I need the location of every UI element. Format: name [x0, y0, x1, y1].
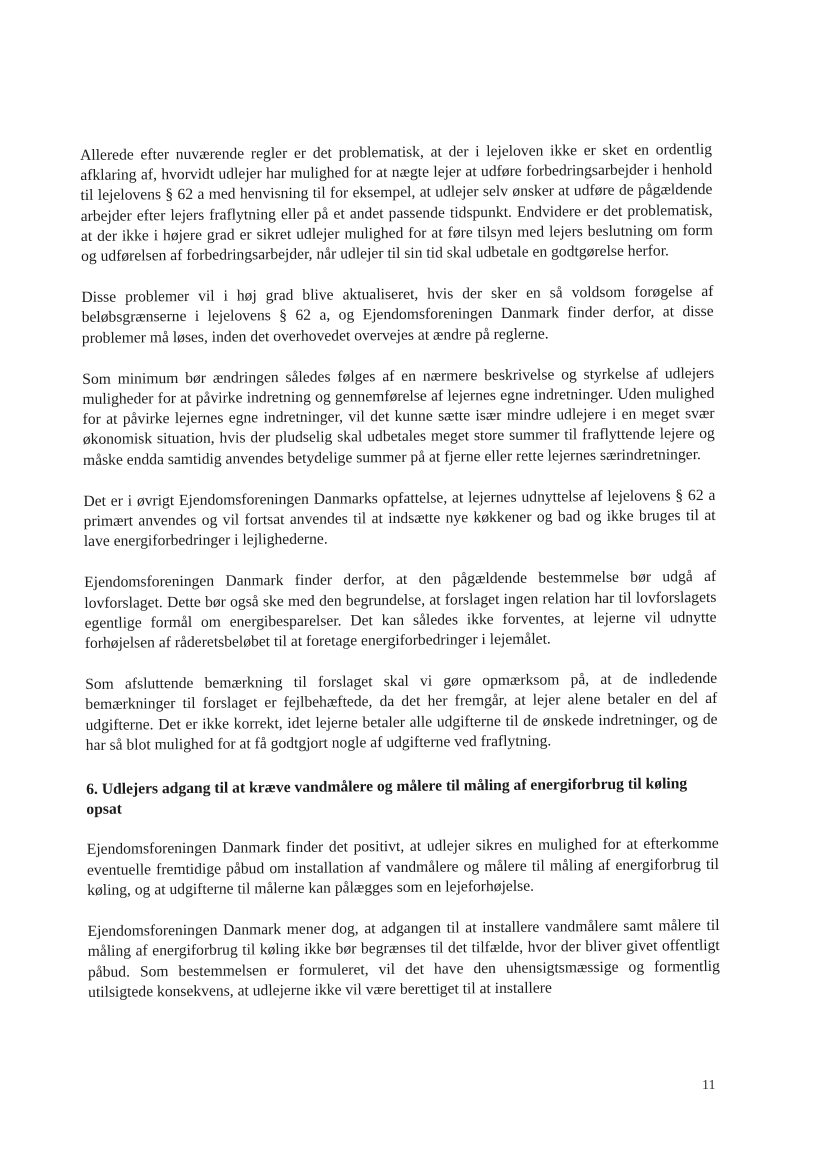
paragraph: Disse problemer vil i høj grad blive aktualiseret, hvis der sker en så voldsom forøgelse af beløbsgrænserne i lejelovens § 62 a, og Ejendomsforeningen Danmark finder derfor, at disse problemer må løses, inden det overhovedet overvejes at ændre på reglerne.	[81, 283, 714, 347]
section-heading: 6. Udlejers adgang til at kræve vandmålere og målere til måling af energiforbrug til køling opsat	[86, 775, 688, 819]
paragraph: Ejendomsforeningen Danmark mener dog, at adgangen til at installere vandmålere samt målere til måling af energiforbrug til køling ikke bør begrænses til det tilfælde, hvor der bliver givet offentligt påbud. Som bestemmelsen er formuleret, vil det have den uhensigtsmæssige og formentlig utilsigtede konsekvens, at udlejerne ikke vil være berettiget til at installere	[87, 916, 720, 1001]
page-content	[80, 140, 720, 1024]
paragraph: Det er i øvrigt Ejendomsforeningen Danmarks opfattelse, at lejernes udnyttelse af lejelovens § 62 a primært anvendes og vil fortsat anvendes til at indsætte nye køkkener og bad og ikke bruges til at lave energiforbedringer i lejlighederne.	[83, 486, 716, 551]
paragraph: Som minimum bør ændringen således følges af en nærmere beskrivelse og styrkelse af udlejers muligheder for at påvirke indretning og gennemførelse af lejernes egne indretninger. Uden mulighed for at påvirke lejernes egne indretninger, vil det kunne sætte især mindre udlejere i en meget svær økonomisk situation, hvis der pludselig skal udbetales meget store summer til fraflyttende lejere og måske endda samtidig anvendes betydelige summer på at fjerne eller rette lejernes særindretninger.	[82, 364, 715, 469]
paragraph: Allerede efter nuværende regler er det problematisk, at der i lejeloven ikke er sket en ordentlig afklaring af, hvorvidt udlejer har mulighed for at nægte lejer at udføre forbedringsarbejder i henhold til lejelovens § 62 a med henvisning til for eksempel, at udlejer selv ønsker at udføre de pågældende arbejder efter lejers fraflytning eller på et andet passende tidspunkt. Endvidere er det problematisk, at der ikke i højere grad er sikret udlejer mulighed for at føre tilsyn med lejers beslutning om form og udførelsen af forbedringsarbejder, når udlejer til sin tid skal udbetale en godtgørelse herfor.	[80, 140, 713, 266]
paragraph: Ejendomsforeningen Danmark finder derfor, at den pågældende bestemmelse bør udgå af lovforslaget. Dette bør også ske med den begrundelse, at forslaget ingen relation har til lovforslagets egentlige formål om energibesparelser. Det kan således ikke forventes, at lejerne vil udnytte forhøjelsen af råderetsbeløbet til at foretage energiforbedringer i lejemålet.	[84, 568, 717, 653]
page-number: 11	[702, 1078, 716, 1093]
paragraph: Ejendomsforeningen Danmark finder det positivt, at udlejer sikres en mulighed for at efterkomme eventuelle fremtidige påbud om installation af vandmålere og målere til måling af energiforbrug til køling, og at udgifterne til målerne kan pålægges som en lejeforhøjelse.	[86, 835, 720, 899]
paragraph: Som afsluttende bemærkning til forslaget skal vi gøre opmærksom på, at de indledende bemærkninger til forslaget er fejlbehæftede, da det her fremgår, at lejer alene betaler en del af udgifterne. Det er ikke korrekt, idet lejerne betaler alle udgifterne til de ønskede indretninger, og de har så blot mulighed for at få godtgjort nogle af udgifterne ved fraflytning.	[85, 670, 718, 754]
